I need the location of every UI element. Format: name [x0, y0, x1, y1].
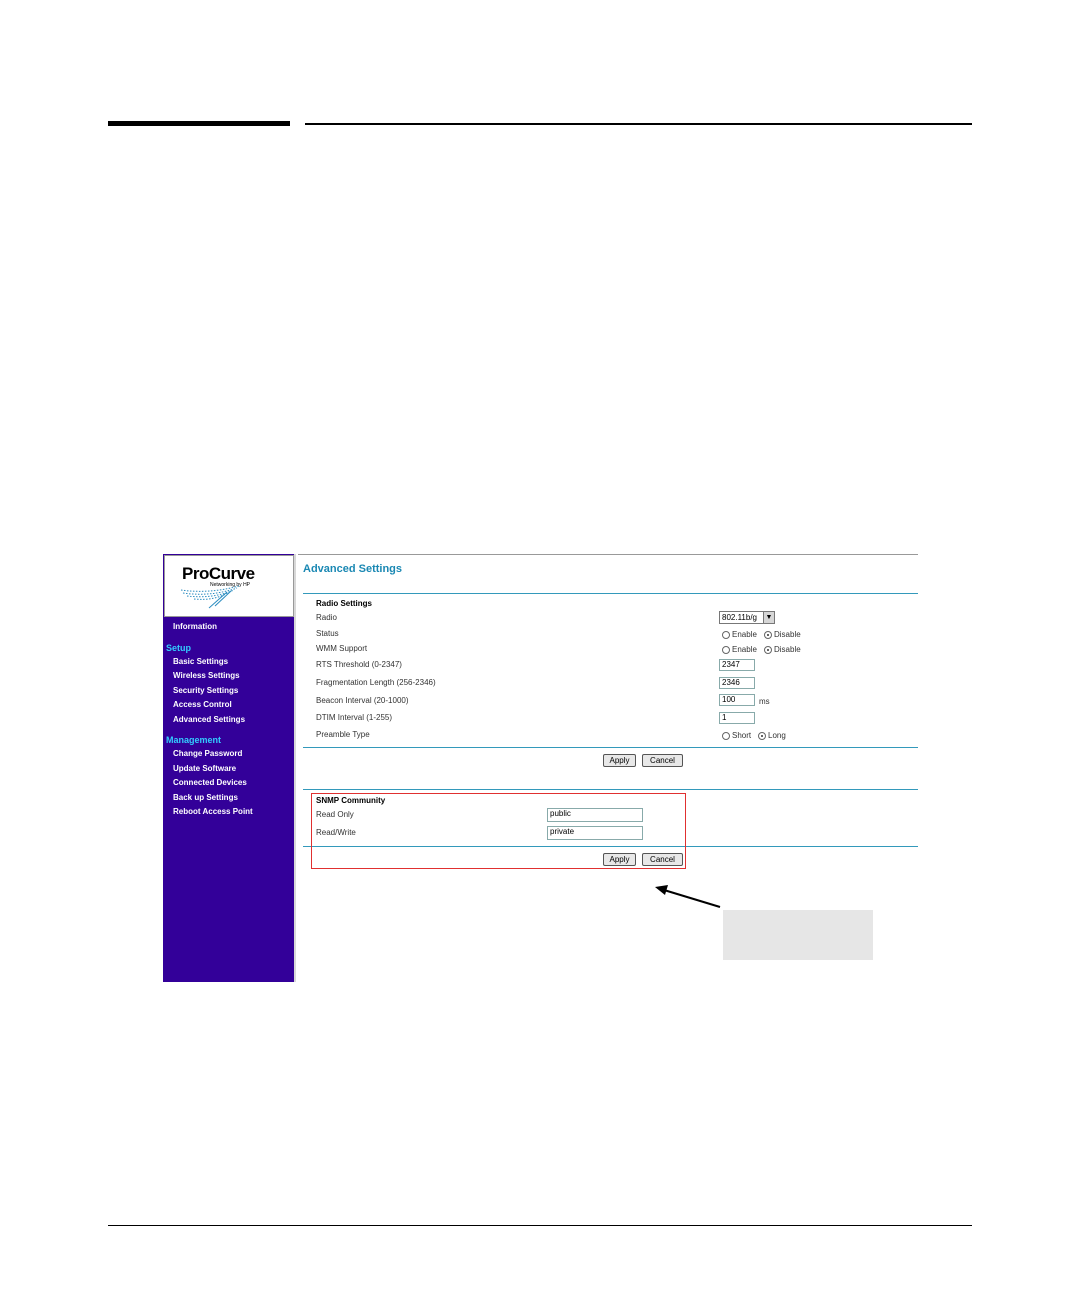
status-disable-radio[interactable]: [764, 631, 772, 639]
nav-reboot-access-point[interactable]: Reboot Access Point: [173, 807, 253, 816]
sidebar: [163, 554, 296, 982]
nav-connected-devices[interactable]: Connected Devices: [173, 778, 247, 787]
preamble-label: Preamble Type: [316, 730, 370, 739]
nav-basic-settings[interactable]: Basic Settings: [173, 657, 229, 666]
nav-header-management: Management: [166, 735, 222, 745]
radio-settings-heading: Radio Settings: [316, 599, 373, 608]
rts-label: RTS Threshold (0-2347): [316, 660, 402, 669]
swoosh-icon: [179, 584, 249, 612]
header-rule-thick: [108, 121, 290, 126]
nav-security-settings[interactable]: Security Settings: [173, 686, 239, 695]
snmp-heading: SNMP Community: [316, 796, 386, 805]
preamble-long-label: Long: [768, 731, 786, 740]
nav-information[interactable]: Information: [173, 622, 217, 631]
read-write-label: Read/Write: [316, 828, 356, 837]
dtim-input[interactable]: 1: [719, 712, 755, 724]
read-only-input[interactable]: public: [547, 808, 643, 822]
snmp-cancel-button[interactable]: Cancel: [642, 853, 683, 866]
wmm-enable-label: Enable: [732, 645, 757, 654]
footer-rule: [108, 1225, 972, 1226]
beacon-input[interactable]: 100: [719, 694, 755, 706]
divider: [303, 789, 918, 790]
frag-input[interactable]: 2346: [719, 677, 755, 689]
nav-advanced-settings[interactable]: Advanced Settings: [173, 715, 246, 724]
preamble-long-radio[interactable]: [758, 732, 766, 740]
radio-mode-select[interactable]: [719, 611, 775, 624]
preamble-short-radio[interactable]: [722, 732, 730, 740]
beacon-unit: ms: [759, 697, 770, 706]
snmp-highlight-box: [311, 793, 686, 869]
apply-button[interactable]: Apply: [603, 754, 636, 767]
nav-access-control[interactable]: Access Control: [173, 700, 232, 709]
header-rule-thin: [305, 123, 972, 125]
logo-word: ProCurve: [182, 564, 255, 583]
callout-arrow-icon: [650, 880, 730, 920]
cancel-button[interactable]: Cancel: [642, 754, 683, 767]
divider: [303, 747, 918, 748]
rts-input[interactable]: 2347: [719, 659, 755, 671]
snmp-apply-button[interactable]: Apply: [603, 853, 636, 866]
page-title: Advanced Settings: [303, 563, 403, 575]
nav-wireless-settings[interactable]: Wireless Settings: [173, 671, 240, 680]
dtim-label: DTIM Interval (1-255): [316, 713, 393, 722]
read-write-input[interactable]: private: [547, 826, 643, 840]
status-disable-label: Disable: [774, 630, 801, 639]
frag-label: Fragmentation Length (256-2346): [316, 678, 436, 687]
status-enable-label: Enable: [732, 630, 757, 639]
beacon-label: Beacon Interval (20-1000): [316, 696, 409, 705]
status-label: Status: [316, 629, 339, 638]
status-enable-radio[interactable]: [722, 631, 730, 639]
nav-change-password[interactable]: Change Password: [173, 749, 243, 758]
nav-back-up-settings[interactable]: Back up Settings: [173, 793, 238, 802]
wmm-label: WMM Support: [316, 644, 368, 653]
logo: [164, 555, 294, 617]
nav-update-software[interactable]: Update Software: [173, 764, 237, 773]
read-only-label: Read Only: [316, 810, 354, 819]
preamble-short-label: Short: [732, 731, 752, 740]
wmm-enable-radio[interactable]: [722, 646, 730, 654]
wmm-disable-label: Disable: [774, 645, 801, 654]
callout-box: [723, 910, 873, 960]
chevron-down-icon[interactable]: ▼: [763, 612, 774, 623]
divider: [303, 593, 918, 594]
nav-header-setup: Setup: [166, 643, 192, 653]
wmm-disable-radio[interactable]: [764, 646, 772, 654]
logo-subtitle: Networking by HP: [210, 582, 251, 588]
radio-label: Radio: [316, 613, 337, 622]
radio-mode-value: 802.11b/g: [722, 613, 757, 622]
